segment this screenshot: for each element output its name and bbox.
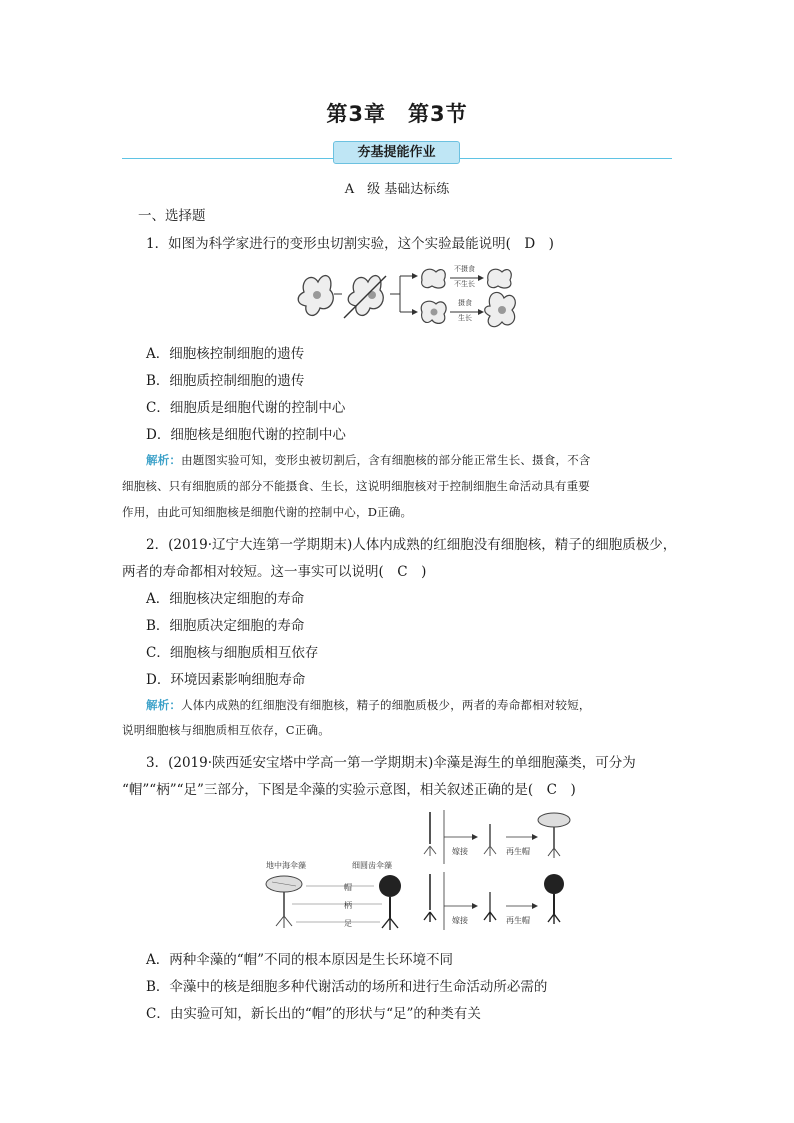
q2-explanation-line-1: 解析：人体内成熟的红细胞没有细胞核，精子的细胞质极少，两者的寿命都相对较短， (146, 698, 591, 712)
fig3-label-graft-bottom: 嫁接 (452, 916, 468, 925)
acetabularia-figure (262, 806, 582, 936)
q3-stem-line-1: 3．(2019·陕西延安宝塔中学高一第一学期期末)伞藻是海生的单细胞藻类，可分为 (146, 755, 636, 771)
section-label: 第3节 (408, 102, 468, 126)
amoeba-cut-figure (290, 262, 520, 334)
q2-option-c: C．细胞核与细胞质相互依存 (146, 645, 319, 661)
fig1-label-grow: 生长 (458, 314, 472, 322)
fig3-label-stalk: 柄 (344, 901, 352, 910)
homework-banner: 夯基提能作业 (333, 141, 460, 164)
q1-explanation-line-1: 解析：由题图实验可知，变形虫被切割后，含有细胞核的部分能正常生长、摄食，不含 (146, 453, 591, 467)
fig1-label-no-eat: 不摄食 (454, 265, 475, 273)
chapter-label: 第3章 (326, 102, 386, 126)
q2-explanation-line-2: 说明细胞核与细胞质相互依存，C正确。 (122, 723, 330, 737)
fig3-label-regen-top: 再生帽 (506, 847, 530, 856)
q1-option-a: A．细胞核控制细胞的遗传 (146, 346, 305, 362)
section-heading: 一、选择题 (138, 208, 206, 224)
q2-stem-line-1: 2．(2019·辽宁大连第一学期期末)人体内成熟的红细胞没有细胞核，精子的细胞质极少， (146, 537, 677, 553)
q3-option-a: A．两种伞藻的“帽”不同的根本原因是生长环境不同 (146, 952, 454, 968)
q1-explanation-line-2: 细胞核、只有细胞质的部分不能摄食、生长，这说明细胞核对于控制细胞生命活动具有重要 (122, 479, 590, 493)
fig3-label-regen-bottom: 再生帽 (506, 916, 530, 925)
fig3-label-mediterranean: 地中海伞藻 (266, 861, 306, 870)
q1-stem: 1．如图为科学家进行的变形虫切割实验，这个实验最能说明( D ) (146, 236, 554, 252)
q2-stem-line-2: 两者的寿命都相对较短。这一事实可以说明( C ) (122, 564, 427, 580)
page-title (0, 98, 794, 128)
q1-option-c: C．细胞质是细胞代谢的控制中心 (146, 400, 346, 416)
q2-option-a: A．细胞核决定细胞的寿命 (146, 591, 305, 607)
q1-option-d: D．细胞核是细胞代谢的控制中心 (146, 427, 346, 443)
q2-explanation-label: 解析： (146, 698, 182, 712)
fig1-label-eat: 摄食 (458, 299, 472, 307)
q1-option-b: B．细胞质控制细胞的遗传 (146, 373, 305, 389)
q2-option-d: D．环境因素影响细胞寿命 (146, 672, 306, 688)
level-heading: A 级 基础达标练 (344, 182, 450, 197)
fig1-label-no-grow: 不生长 (454, 280, 475, 288)
fig3-label-graft-top: 嫁接 (452, 847, 468, 856)
fig3-label-crenulated: 细圆齿伞藻 (352, 861, 392, 870)
q3-option-c: C．由实验可知，新长出的“帽”的形状与“足”的种类有关 (146, 1006, 481, 1022)
fig3-label-foot: 足 (344, 919, 352, 928)
q1-explanation-line-3: 作用，由此可知细胞核是细胞代谢的控制中心，D正确。 (122, 505, 413, 519)
q3-stem-line-2: “帽”“柄”“足”三部分，下图是伞藻的实验示意图，相关叙述正确的是( C ) (122, 782, 576, 798)
q1-explanation-label: 解析： (146, 453, 182, 467)
q2-option-b: B．细胞质决定细胞的寿命 (146, 618, 305, 634)
q3-option-b: B．伞藻中的核是细胞多种代谢活动的场所和进行生命活动所必需的 (146, 979, 548, 995)
fig3-label-cap: 帽 (344, 883, 352, 892)
